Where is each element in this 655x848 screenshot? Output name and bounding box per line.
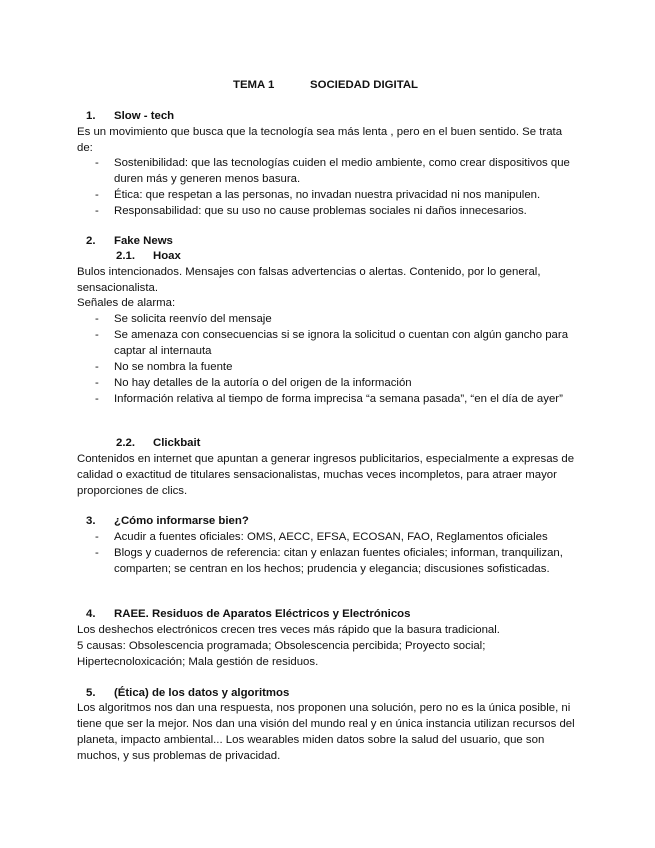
- list-item: - Información relativa al tiempo de forma imprecisa “a semana pasada”, “en el día de ayer”: [95, 393, 563, 405]
- title-tema: TEMA 1: [233, 79, 275, 91]
- section-title: (Ética) de los datos y algoritmos: [114, 687, 290, 699]
- hoax-description: Bulos intencionados. Mensajes con falsas advertencias o alertas. Contenido, por lo general, sensacionalista.: [77, 266, 541, 294]
- list-item: - Sostenibilidad: que las tecnologías cuiden el medio ambiente, como crear dispositivos que duren más y generen menos basura.: [95, 157, 570, 185]
- section-2-list: [95, 311, 570, 407]
- list-item: - No hay detalles de la autoría o del origen de la información: [95, 377, 412, 389]
- section-number: 3.: [86, 515, 96, 527]
- signals-label: Señales de alarma:: [77, 297, 176, 309]
- list-item: - Se amenaza con consecuencias si se ignora la solicitud o cuentan con algún gancho para captar al internauta: [95, 329, 569, 357]
- list-item: - Responsabilidad: que su uso no cause problemas sociales ni daños innecesarios.: [95, 205, 527, 217]
- section-title: ¿Cómo informarse bien?: [114, 515, 249, 527]
- list-item: - Blogs y cuadernos de referencia: citan y enlazan fuentes oficiales; informan, tranquilizan, comparten; se centran en los hechos; prudencia y elegancia; discusiones sofisticadas.: [95, 547, 563, 575]
- subsection-number: 2.2.: [116, 437, 135, 449]
- section-title: RAEE. Residuos de Aparatos Eléctricos y Electrónicos: [114, 608, 411, 620]
- section-number: 4.: [86, 608, 96, 620]
- raee-causes: 5 causas: Obsolescencia programada; Obsolescencia percibida; Proyecto social; Hipertecnoloxicación; Mala gestión de residuos.: [77, 640, 486, 668]
- subsection-title: Hoax: [153, 250, 181, 262]
- section-1-intro: Es un movimiento que busca que la tecnología sea más lenta , pero en el buen sentido. Se trata de:: [77, 126, 563, 154]
- algorithms-text: Los algoritmos nos dan una respuesta, nos proponen una solución, pero no es la única posible, ni tiene que ser la mejor. Nos dan una visión del mundo real y en única instancia utilizan recursos del planeta, impacto ambiental... Los wearables miden datos sobre la salud del usuario, que son muchos, y sus problemas de privacidad.: [77, 702, 575, 762]
- list-item: - No se nombra la fuente: [95, 361, 233, 373]
- section-3-list: [95, 529, 570, 577]
- title-name: SOCIEDAD DIGITAL: [310, 79, 418, 91]
- list-item: - Se solicita reenvío del mensaje: [95, 313, 272, 325]
- section-number: 1.: [86, 110, 96, 122]
- section-title: Slow - tech: [114, 110, 175, 122]
- section-1-list: [95, 155, 570, 219]
- section-title: Fake News: [114, 235, 173, 247]
- list-item: - Ética: que respetan a las personas, no invadan nuestra privacidad ni nos manipulen.: [95, 189, 541, 201]
- section-number: 2.: [86, 235, 96, 247]
- raee-line-1: Los deshechos electrónicos crecen tres veces más rápido que la basura tradicional.: [77, 624, 500, 636]
- subsection-number: 2.1.: [116, 250, 135, 262]
- clickbait-description: Contenidos en internet que apuntan a generar ingresos publicitarios, especialmente a expresas de calidad o exactitud de titulares sensacionalistas, muchas veces incompletos, para atraer mayor proporciones de clics.: [77, 453, 575, 497]
- subsection-title: Clickbait: [153, 437, 201, 449]
- list-item: - Acudir a fuentes oficiales: OMS, AECC, EFSA, ECOSAN, FAO, Reglamentos oficiales: [95, 531, 548, 543]
- section-number: 5.: [86, 687, 96, 699]
